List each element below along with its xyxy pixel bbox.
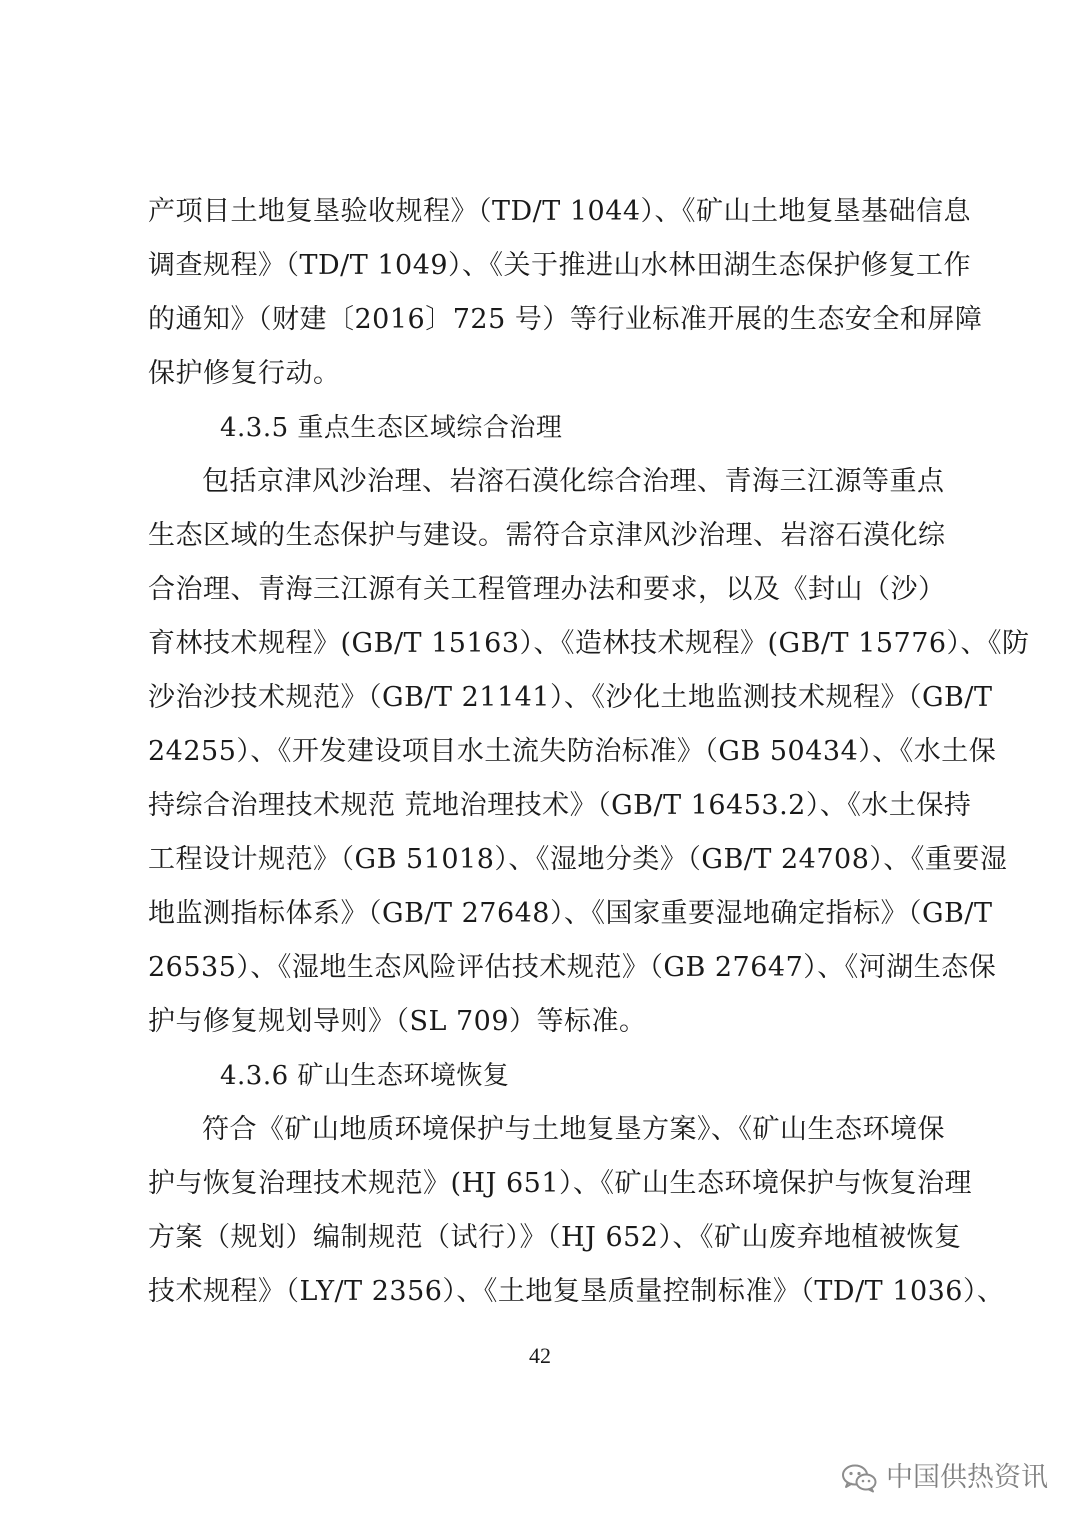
watermark <box>840 1462 1048 1494</box>
body-line: 调查规程》（TD/T 1049）、《关于推进山水林田湖生态保护修复工作 <box>148 250 972 281</box>
body-line: 包括京津风沙治理、岩溶石漠化综合治理、青海三江源等重点 <box>202 466 945 497</box>
section-heading-4-3-6: 4.3.6 矿山生态环境恢复 <box>220 1061 510 1091</box>
body-line: 沙治沙技术规范》（GB/T 21141）、《沙化土地监测技术规程》（GB/T <box>148 682 993 713</box>
watermark-text: 中国供热资讯 <box>886 1462 1048 1493</box>
body-line: 保护修复行动。 <box>148 358 341 389</box>
body-line: 护与恢复治理技术规范》(HJ 651）、《矿山生态环境保护与恢复治理 <box>148 1168 973 1199</box>
section-heading-4-3-5: 4.3.5 重点生态区域综合治理 <box>220 413 563 443</box>
body-line: 生态区域的生态保护与建设。需符合京津风沙治理、岩溶石漠化综 <box>148 520 946 551</box>
body-line: 护与修复规划导则》（SL 709）等标准。 <box>148 1006 647 1037</box>
page-number: 42 <box>529 1343 551 1368</box>
body-line: 26535）、《湿地生态风险评估技术规范》（GB 27647）、《河湖生态保 <box>148 952 997 983</box>
body-line: 符合《矿山地质环境保护与土地复垦方案》、《矿山生态环境保 <box>202 1114 945 1145</box>
body-line: 方案（规划）编制规范（试行）》（HJ 652）、《矿山废弃地植被恢复 <box>148 1222 962 1253</box>
body-line: 地监测指标体系》（GB/T 27648）、《国家重要湿地确定指标》（GB/T <box>148 898 993 929</box>
body-line: 24255）、《开发建设项目水土流失防治标准》（GB 50434）、《水土保 <box>148 736 997 767</box>
body-line: 合治理、青海三江源有关工程管理办法和要求，以及《封山（沙） <box>148 574 946 605</box>
body-line: 的通知》（财建〔2016〕725 号）等行业标准开展的生态安全和屏障 <box>148 304 983 335</box>
wechat-icon <box>840 1463 878 1493</box>
body-line: 技术规程》（LY/T 2356）、《土地复垦质量控制标准》（TD/T 1036）、 <box>148 1276 1005 1307</box>
body-line: 产项目土地复垦验收规程》（TD/T 1044）、《矿山土地复垦基础信息 <box>148 196 972 227</box>
body-line: 工程设计规范》（GB 51018）、《湿地分类》（GB/T 24708）、《重要湿 <box>148 844 1008 875</box>
body-line: 育林技术规程》(GB/T 15163）、《造林技术规程》(GB/T 15776）、《防 <box>148 628 1030 659</box>
body-line: 持综合治理技术规范 荒地治理技术》（GB/T 16453.2）、《水土保持 <box>148 790 972 821</box>
